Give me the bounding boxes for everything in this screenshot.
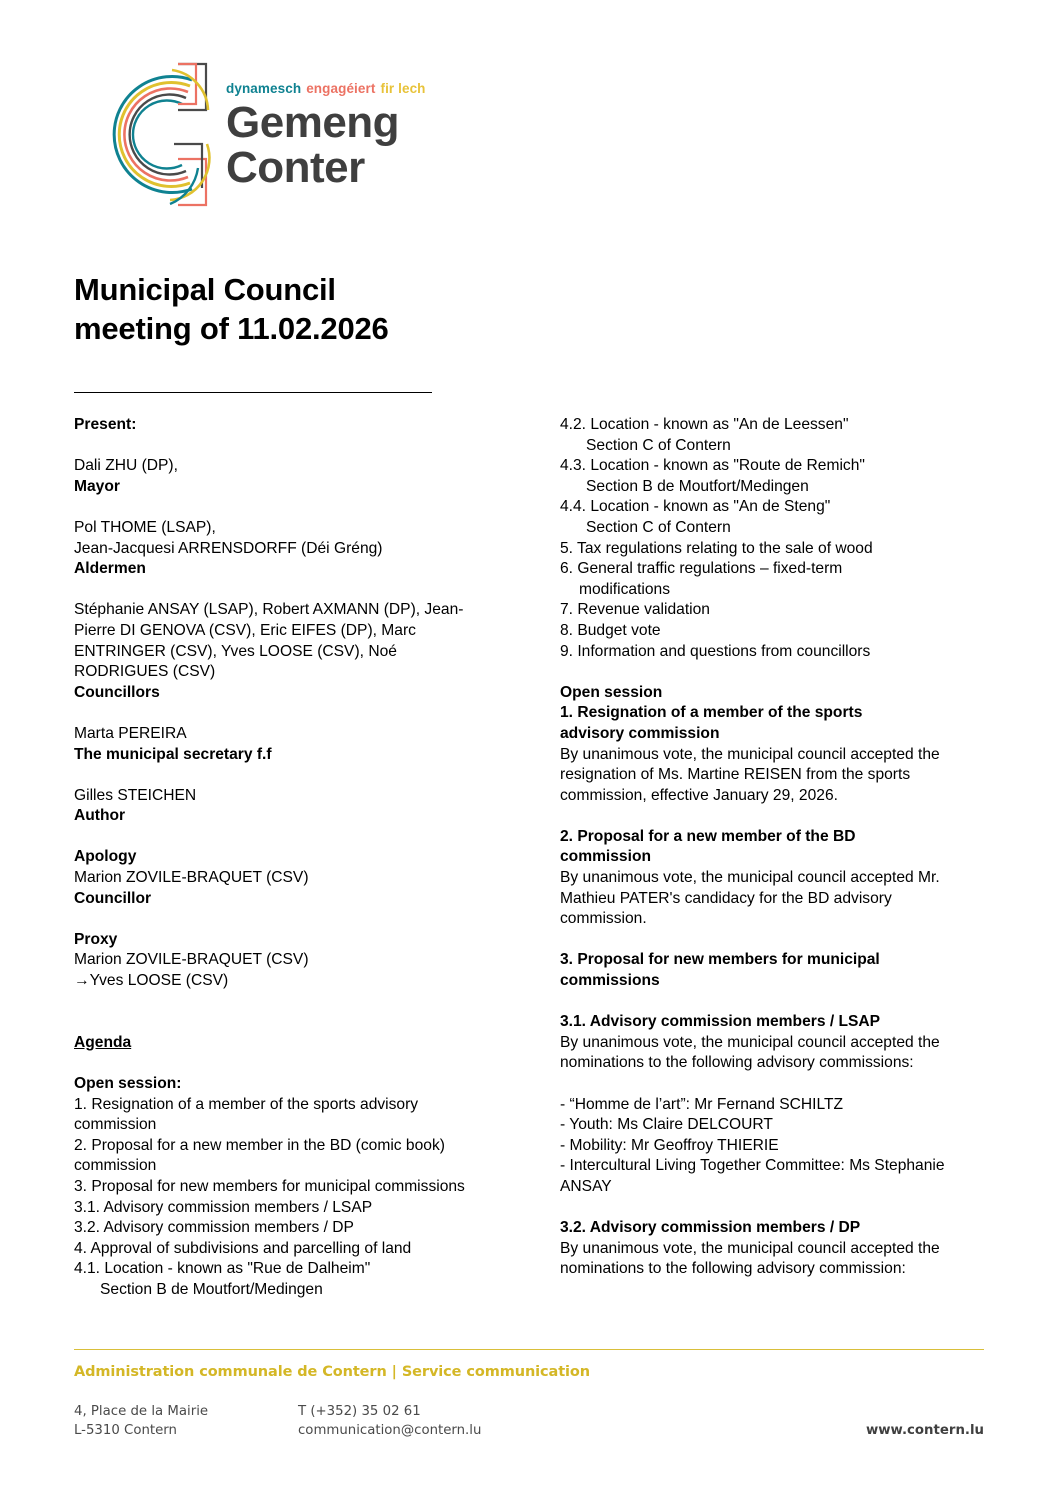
agenda-heading: Agenda	[74, 1033, 132, 1051]
apology-role: Councillor	[74, 889, 152, 907]
aldermen-role: Aldermen	[74, 560, 146, 578]
resolution-3-heading-line-1: 3. Proposal for new members for municipal	[560, 951, 880, 969]
mayor-role: Mayor	[74, 477, 120, 495]
secretary-name: Marta PEREIRA	[74, 724, 187, 742]
agenda-item: 7. Revenue validation	[560, 601, 710, 619]
right-column	[560, 415, 980, 1280]
resolution-2-heading-line-1: 2. Proposal for a new member of the BD	[560, 827, 856, 845]
proxy-heading: Proxy	[74, 930, 118, 948]
footer-email[interactable]: communication@contern.lu	[298, 1423, 482, 1438]
proxy-to: →Yves LOOSE (CSV)	[74, 972, 229, 990]
resolution-2-heading-line-2: commission	[560, 848, 651, 866]
footer-title	[74, 1364, 984, 1380]
proxy-from: Marion ZOVILE-BRAQUET (CSV)	[74, 951, 309, 969]
footer-address	[74, 1402, 208, 1440]
agenda-item: 3. Proposal for new members for municipal commissions	[74, 1177, 465, 1195]
logo-wordmark-line-2: Conter	[226, 143, 365, 193]
footer-org-name: Administration communale de Contern	[74, 1364, 387, 1380]
logo-wordmark	[226, 97, 496, 193]
resolution-1-heading-line-1: 1. Resignation of a member of the sports	[560, 704, 863, 722]
author-role: Author	[74, 807, 126, 825]
open-session-heading: Open session	[560, 683, 663, 701]
agenda-item: 9. Information and questions from councillors	[560, 642, 871, 660]
resolution-1-heading-line-2: advisory commission	[560, 724, 720, 742]
mayor-name: Dali ZHU (DP),	[74, 457, 178, 475]
alderman-name-1: Pol THOME (LSAP),	[74, 518, 216, 536]
page-footer	[74, 1364, 984, 1444]
footer-divider	[74, 1349, 984, 1350]
resolution-2-body: By unanimous vote, the municipal council accepted Mr. Mathieu PATER's candidacy for the BD advisory commission.	[560, 869, 940, 928]
agenda-item-sub: Section B de Moutfort/Medingen	[586, 477, 809, 495]
councillor-names: Stéphanie ANSAY (LSAP), Robert AXMANN (DP), Jean-Pierre DI GENOVA (CSV), Eric EIFES (DP), Marc ENTRINGER (CSV), Yves LOOSE (CSV), Noé RODRIGUES (CSV)	[74, 601, 464, 681]
gemeng-conter-c-mark-icon	[74, 52, 224, 217]
nomination-item: - Mobility: Mr Geoffroy THIERIE	[560, 1136, 779, 1154]
agenda-item-sub: Section C of Contern	[586, 436, 731, 454]
nomination-item: - “Homme de l’art”: Mr Fernand SCHILTZ	[560, 1095, 844, 1113]
agenda-item: 8. Budget vote	[560, 621, 661, 639]
page-title	[74, 270, 594, 348]
logo-tagline	[226, 82, 496, 96]
agenda-item-sub: Section C of Contern	[586, 518, 731, 536]
agenda-item: 1. Resignation of a member of the sports advisory commission	[74, 1095, 419, 1134]
resolution-3-2-body: By unanimous vote, the municipal council accepted the nominations to the following advisory commission:	[560, 1239, 940, 1278]
tagline-word-1: dynamesch	[226, 81, 302, 96]
footer-phone: T (+352) 35 02 61	[298, 1404, 421, 1419]
apology-name: Marion ZOVILE-BRAQUET (CSV)	[74, 869, 309, 887]
left-column	[74, 415, 486, 1301]
agenda-item: 3.2. Advisory commission members / DP	[74, 1219, 354, 1237]
apology-heading: Apology	[74, 848, 137, 866]
agenda-item: 2. Proposal for a new member in the BD (comic book) commission	[74, 1136, 445, 1175]
agenda-item: 4.3. Location - known as "Route de Remich"	[560, 457, 865, 475]
logo-text-block	[226, 82, 496, 191]
footer-department: Service communication	[401, 1364, 590, 1380]
secretary-role: The municipal secretary f.f	[74, 745, 272, 763]
agenda-item: 5. Tax regulations relating to the sale of wood	[560, 539, 873, 557]
footer-address-line-2: L-5310 Contern	[74, 1423, 177, 1438]
agenda-item: 4.2. Location - known as "An de Leessen"	[560, 416, 849, 433]
present-heading: Present:	[74, 416, 137, 433]
logo-wordmark-line-1: Gemeng	[226, 97, 400, 147]
nomination-item: - Intercultural Living Together Committee: Ms Stephanie ANSAY	[560, 1157, 945, 1195]
page-title-line-1: Municipal Council	[74, 271, 336, 307]
footer-title-separator: |	[391, 1364, 397, 1380]
resolution-3-heading-line-2: commissions	[560, 972, 660, 990]
agenda-item: 4.1. Location - known as "Rue de Dalheim"	[74, 1260, 371, 1278]
agenda-item: 4.4. Location - known as "An de Steng"	[560, 498, 831, 516]
agenda-item: 6. General traffic regulations – fixed-term	[560, 560, 843, 578]
title-divider	[74, 392, 432, 393]
agenda-item-sub: Section B de Moutfort/Medingen	[100, 1280, 323, 1298]
author-name: Gilles STEICHEN	[74, 786, 197, 804]
resolution-3-2-heading: 3.2. Advisory commission members / DP	[560, 1219, 861, 1237]
resolution-3-1-body: By unanimous vote, the municipal council accepted the nominations to the following advisory commissions:	[560, 1033, 940, 1072]
page-title-line-2: meeting of 11.02.2026	[74, 310, 389, 346]
agenda-item: 4. Approval of subdivisions and parcelling of land	[74, 1239, 412, 1257]
footer-address-line-1: 4, Place de la Mairie	[74, 1404, 209, 1419]
resolution-1-body: By unanimous vote, the municipal council accepted the resignation of Ms. Martine REISEN from the sports commission, effective January 29, 2026.	[560, 745, 940, 804]
footer-website[interactable]: www.contern.lu	[865, 1423, 984, 1438]
organization-logo	[74, 52, 494, 227]
councillors-role: Councillors	[74, 683, 160, 701]
agenda-item-sub: modifications	[579, 580, 671, 598]
agenda-item: 3.1. Advisory commission members / LSAP	[74, 1198, 373, 1216]
nomination-item: - Youth: Ms Claire DELCOURT	[560, 1116, 773, 1134]
tagline-word-3: fir lech	[380, 81, 426, 96]
agenda-session-heading: Open session:	[74, 1075, 182, 1092]
resolution-3-1-heading: 3.1. Advisory commission members / LSAP	[560, 1013, 881, 1031]
alderman-name-2: Jean-Jacquesi ARRENSDORFF (Déi Gréng)	[74, 539, 383, 557]
footer-contact	[298, 1402, 481, 1440]
tagline-word-2: engagéiert	[306, 81, 376, 96]
